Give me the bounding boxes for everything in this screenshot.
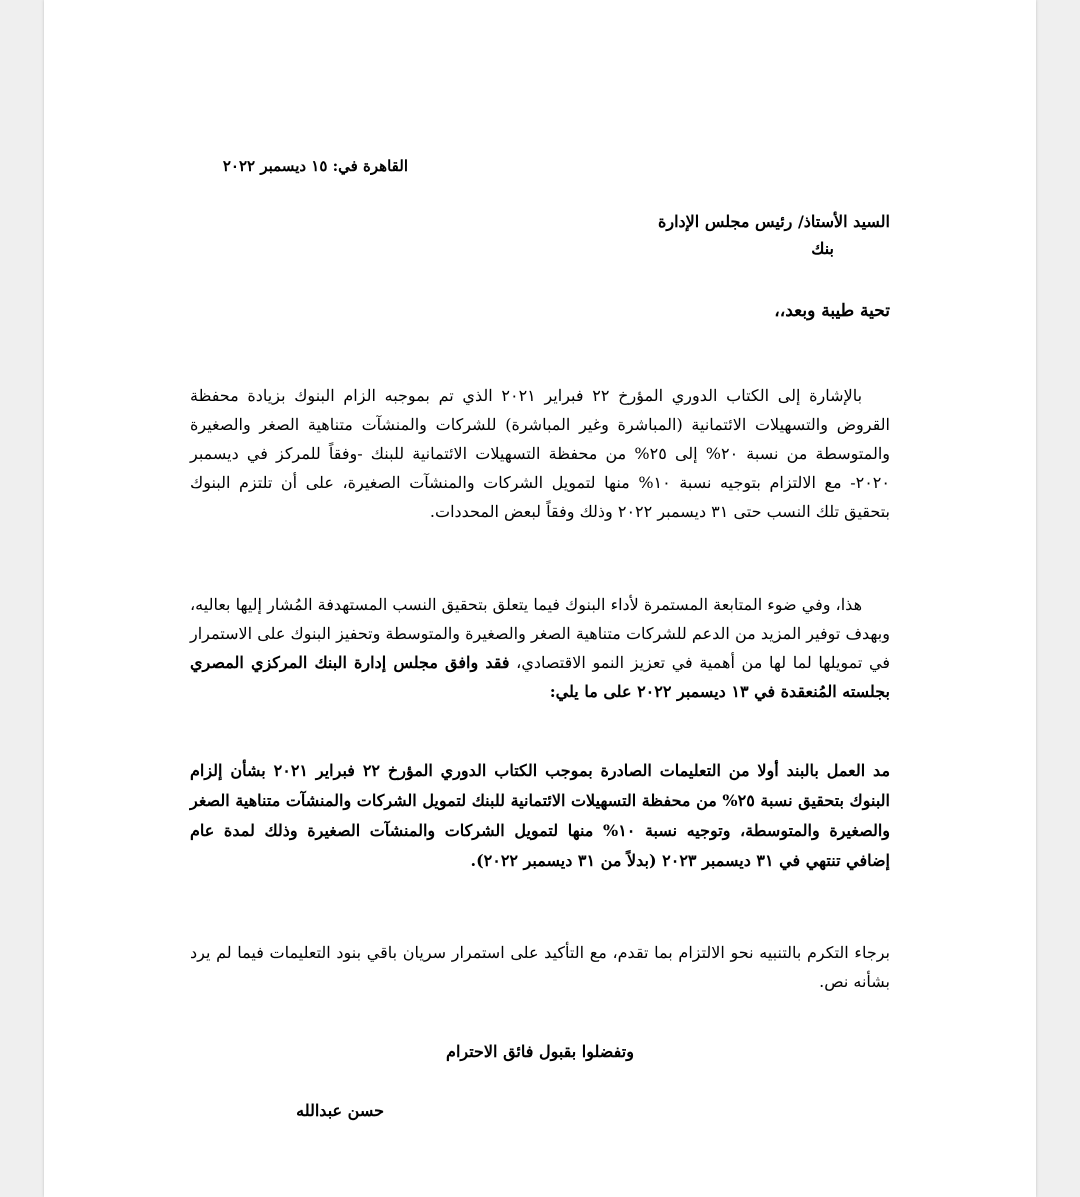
recipient-bank: بنك [811,239,834,258]
closing-line: وتفضلوا بقبول فائق الاحترام [446,1042,634,1061]
recipient-title: السيد الأستاذ/ رئيس مجلس الإدارة [658,212,890,231]
paragraph-decision: مد العمل بالبند أولا من التعليمات الصادرة بموجب الكتاب الدوري المؤرخ ٢٢ فبراير ٢٠٢١ بشأن إلزام البنوك بتحقيق نسبة ٢٥% من محفظة التسهيلات الائتمانية للبنك لتمويل الشركات والمنشآت متناهية الصغر والصغيرة والمتوسطة، وتوجيه نسبة ١٠% منها لتمويل الشركات والمنشآت الصغيرة وذلك لمدة عام إضافي تنتهي في ٣١ ديسمبر ٢٠٢٣ (بدلاً من ٣١ ديسمبر ٢٠٢٢). [190,761,891,870]
paragraph-decision-intro-text: هذا، وفي ضوء المتابعة المستمرة لأداء البنوك فيما يتعلق بتحقيق النسب المستهدفة المُشار إليها بعاليه، وبهدف توفير المزيد من الدعم للشركات متناهية الصغر والصغيرة والمتوسطة وتحفيز البنوك على الاستمرار في تمويلها لما لها من أهمية في تعزيز النمو الاقتصادي، [190,595,891,672]
signature-name: حسن عبدالله [296,1101,384,1120]
greeting: تحية طيبة وبعد،، [774,301,890,321]
paragraph-decision-intro [190,590,890,706]
paragraph-reference [190,381,890,526]
recipient-block [190,208,890,262]
date-line: القاهرة في: ١٥ ديسمبر ٢٠٢٢ [222,157,408,175]
document-page [44,0,1036,1197]
paragraph-decision-intro-bold: فقد وافق مجلس إدارة البنك المركزي المصري بجلسته المُنعقدة في ١٣ ديسمبر ٢٠٢٢ على ما يلي: [190,653,890,701]
paragraph-request: برجاء التكرم بالتنبيه نحو الالتزام بما تقدم، مع التأكيد على استمرار سريان باقي بنود التعليمات فيما لم يرد بشأنه نص. [190,943,890,991]
paragraph-reference-text: بالإشارة إلى الكتاب الدوري المؤرخ ٢٢ فبراير ٢٠٢١ الذي تم بموجبه الزام البنوك بزيادة محفظة القروض والتسهيلات الائتمانية (المباشرة وغير المباشرة) للشركات والمنشآت متناهية الصغر والصغيرة والمتوسطة من نسبة ٢٠% إلى ٢٥% من محفظة التسهيلات الائتمانية للبنك -وفقاً للمركز في ديسمبر ٢٠٢٠- مع الالتزام بتوجيه نسبة ١٠% منها لتمويل الشركات والمنشآت الصغيرة، على أن تلتزم البنوك بتحقيق تلك النسب حتى ٣١ ديسمبر ٢٠٢٢ وذلك وفقاً لبعض المحددات. [190,386,891,521]
